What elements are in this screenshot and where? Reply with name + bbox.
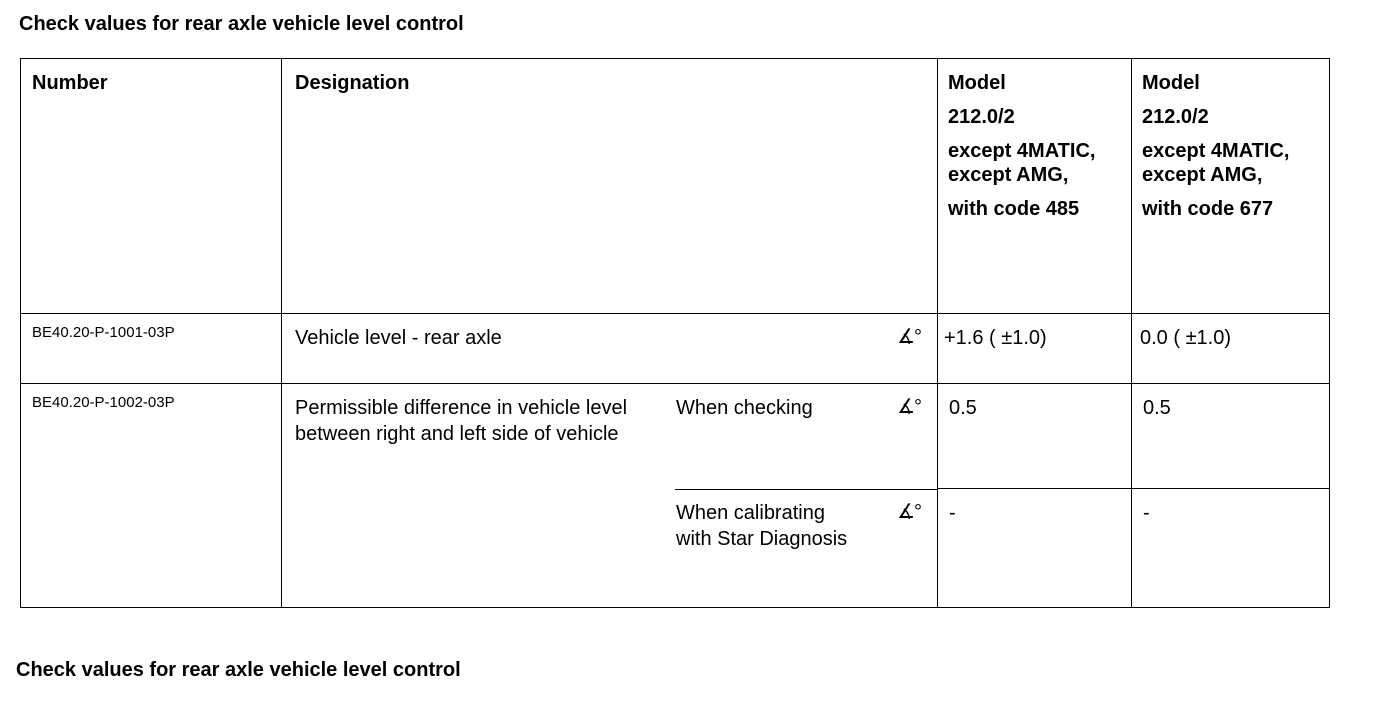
header-model-except-amg: except AMG, [1142, 164, 1263, 186]
angle-degree-icon: ∡° [897, 396, 921, 418]
table-row [21, 384, 1330, 489]
header-model-485 [938, 59, 1132, 314]
header-model-except-4matic: except 4MATIC, [1142, 140, 1290, 162]
header-model-677 [1132, 59, 1330, 314]
condition-text: When calibrating with Star Diagnosis [676, 501, 848, 550]
value-cell: +1.6 ( ±1.0) [938, 314, 1132, 384]
header-model-label: Model [1142, 72, 1200, 94]
condition-text: When checking [676, 397, 813, 419]
row-designation-cell [282, 489, 938, 608]
page-title: Check values for rear axle vehicle level control [19, 13, 464, 35]
header-model-except-amg: except AMG, [948, 164, 1069, 186]
header-model-code: with code 677 [1142, 198, 1274, 220]
row-designation-cell [282, 314, 938, 384]
row-designation-cell [282, 384, 938, 489]
row-number-cell: BE40.20-P-1001-03P [21, 314, 282, 384]
header-model-number: 212.0/2 [1142, 106, 1209, 128]
table-header-row [21, 59, 1330, 314]
designation-text: Permissible difference in vehicle level between right and left side of vehicle [295, 397, 628, 445]
value-cell: - [938, 489, 1132, 608]
header-model-code: with code 485 [948, 198, 1080, 220]
header-model-number: 212.0/2 [948, 106, 1015, 128]
value-cell: 0.5 [938, 384, 1132, 489]
header-designation: Designation [282, 59, 938, 314]
header-model-label: Model [948, 72, 1006, 94]
row-number-cell: BE40.20-P-1002-03P [21, 384, 282, 608]
check-values-table [20, 58, 1330, 608]
header-number: Number [21, 59, 282, 314]
angle-degree-icon: ∡° [897, 326, 921, 348]
designation-text: Vehicle level - rear axle [295, 327, 502, 349]
angle-degree-icon: ∡° [897, 500, 921, 523]
header-model-except-4matic: except 4MATIC, [948, 140, 1096, 162]
table-row [21, 314, 1330, 384]
value-cell: 0.5 [1132, 384, 1330, 489]
condition-divider [675, 489, 937, 490]
value-cell: 0.0 ( ±1.0) [1132, 314, 1330, 384]
value-cell: - [1132, 489, 1330, 608]
section-title: Check values for rear axle vehicle level control [16, 659, 461, 681]
